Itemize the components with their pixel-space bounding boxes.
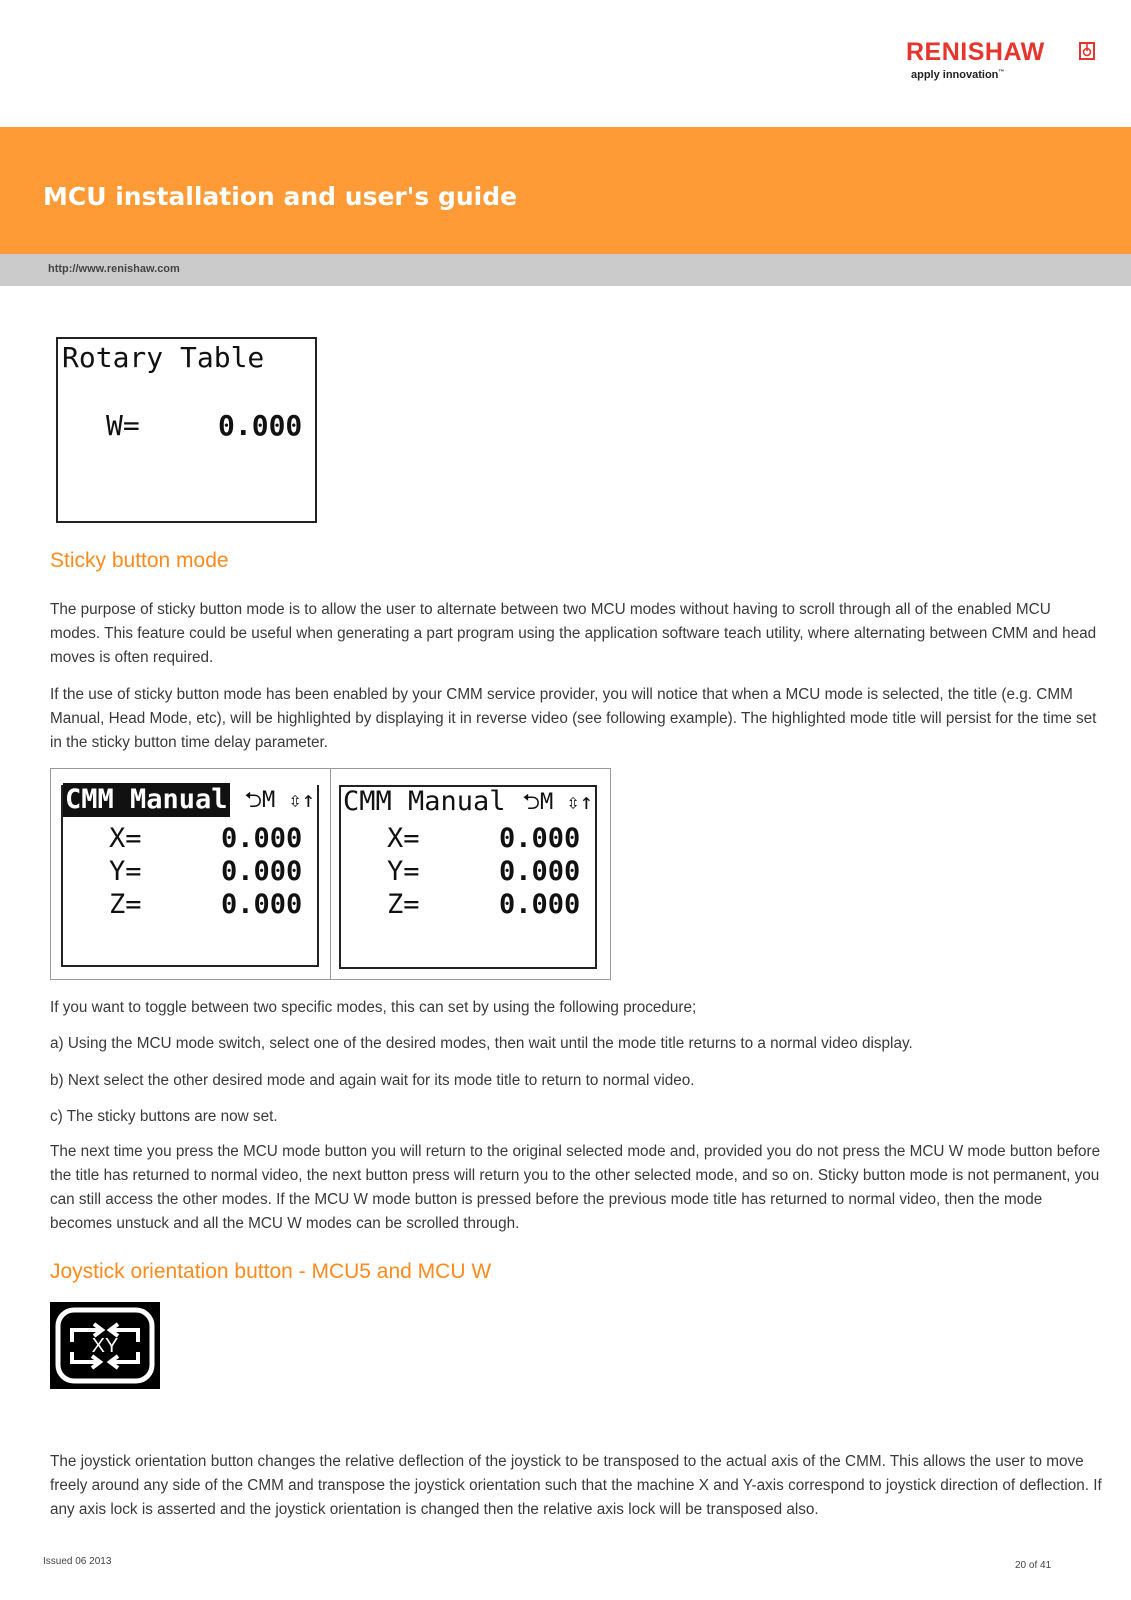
renishaw-logo — [906, 38, 1091, 88]
issue-date: Issued 06 2013 — [43, 1556, 112, 1567]
website-link[interactable]: http://www.renishaw.com — [48, 263, 180, 275]
display-title: Rotary Table — [62, 341, 265, 374]
procedure-step-c: c) The sticky buttons are now set. — [50, 1108, 278, 1125]
joystick-orientation-button — [50, 1302, 160, 1389]
procedure-step-a: a) Using the MCU mode switch, select one of the desired modes, then wait until the mode title returns to a normal video display. — [50, 1035, 913, 1052]
cmm-manual-normal — [339, 785, 597, 969]
procedure-paragraph: The next time you press the MCU mode button you will return to the original selected mode and, provided you do not press the MCU W mode button before the title has returned to normal video, the next button press will return you to the other selected mode, and so on. Sticky button mode is not permanent, you can still access the other modes. If the MCU W mode button is pressed before the previous mode title has returned to normal video, then the mode becomes unstuck and all the MCU W modes can be scrolled through. — [50, 1143, 1101, 1232]
panel-title-normal: CMM Manual — [343, 786, 506, 817]
panel-title-reverse: CMM Manual — [65, 784, 228, 815]
z-label: Z= — [109, 889, 142, 920]
page-number: 20 of 41 — [1015, 1560, 1052, 1571]
x-label: X= — [109, 823, 142, 854]
procedure-intro: If you want to toggle between two specific modes, this can set by using the following procedure; — [50, 999, 697, 1016]
y-value: 0.000 — [221, 856, 303, 887]
z-value: 0.000 — [221, 889, 303, 920]
reverse-video-example — [50, 768, 611, 980]
sticky-heading: Sticky button mode — [50, 549, 229, 572]
procedure-step-b: b) Next select the other desired mode and again wait for its mode title to return to normal video. — [50, 1072, 695, 1089]
z-label: Z= — [387, 889, 420, 920]
title-banner — [0, 127, 1131, 254]
figure-divider — [330, 769, 331, 979]
y-value: 0.000 — [499, 856, 581, 887]
z-value: 0.000 — [499, 889, 581, 920]
xy-orientation-icon — [50, 1302, 160, 1389]
brand-tagline: apply innovation™ — [911, 69, 1005, 81]
mode-icons: ⮌M ⇳↑ — [522, 790, 593, 815]
w-label: W= — [106, 409, 140, 442]
x-label: X= — [387, 823, 420, 854]
rotary-table-display — [56, 337, 317, 523]
y-label: Y= — [109, 856, 142, 887]
x-value: 0.000 — [499, 823, 581, 854]
renishaw-mark-icon — [1079, 42, 1095, 60]
x-value: 0.000 — [221, 823, 303, 854]
joystick-paragraph: The joystick orientation button changes the relative deflection of the joystick to be transposed to the actual axis of the CMM. This allows the user to move freely around any side of the CMM and transpose the joystick orientation such that the machine X and Y-axis correspond to joystick direction of deflection. If any axis lock is asserted and the joystick orientation is changed then the relative axis lock will be transposed also. — [50, 1453, 1102, 1518]
document-title: MCU installation and user's guide — [43, 182, 518, 211]
url-bar — [0, 254, 1131, 286]
sticky-paragraph-1: The purpose of sticky button mode is to allow the user to alternate between two MCU modes without having to scroll through all of the enabled MCU modes. This feature could be useful when generating a part program using the application software teach utility, where alternating between CMM and head moves is often required. — [50, 601, 1097, 666]
sticky-paragraph-2: If the use of sticky button mode has been enabled by your CMM service provider, you will notice that when a MCU mode is selected, the title (e.g. CMM Manual, Head Mode, etc), will be highlighted by displaying it in reverse video (see following example). The highlighted mode title will persist for the time set in the sticky button time delay parameter. — [50, 686, 1097, 751]
brand-name: RENISHAW — [906, 38, 1045, 66]
cmm-manual-highlighted — [61, 785, 319, 967]
mode-icons: ⮌M ⇳↑ — [244, 788, 315, 813]
y-label: Y= — [387, 856, 420, 887]
w-value: 0.000 — [218, 409, 303, 442]
joystick-heading: Joystick orientation button - MCU5 and MCU W — [50, 1260, 492, 1283]
xy-label: XY — [91, 1335, 119, 1357]
